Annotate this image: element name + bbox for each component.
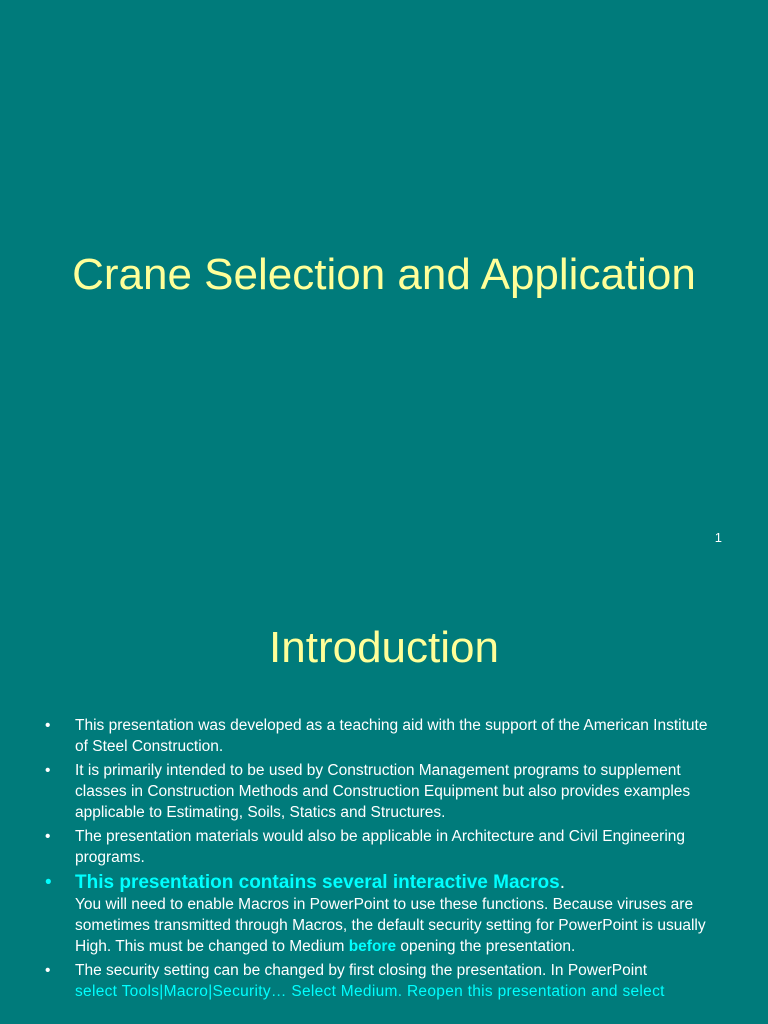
bullet-item: [0, 760, 768, 823]
instructions-text: select Tools|Macro|Security… Select Medium. Reopen this presentation and select: [75, 983, 665, 1000]
bullet-item: [0, 960, 768, 1002]
slide-title: Crane Selection and Application: [72, 250, 696, 299]
bullet-item-macros: [0, 871, 768, 957]
macros-body-text: You will need to enable Macros in PowerPoint to use these functions. Because viruses are sometimes transmitted through Macros, the default security setting for PowerPoint is usually High. This must be changed to Medium: [75, 896, 706, 955]
bullet-dot-icon: •: [45, 962, 51, 979]
macros-body-end: opening the presentation.: [396, 938, 576, 955]
bullet-item: [0, 715, 768, 757]
slide-number: 1: [714, 530, 722, 545]
macros-heading: [75, 871, 718, 894]
macros-heading-period: .: [559, 872, 565, 893]
bullet-text: It is primarily intended to be used by Construction Management programs to supplement classes in Construction Methods and Construction Equipment but also provides examples applicable to Estimating, Soils, Statics and Structures.: [75, 762, 691, 821]
before-emphasis: before: [348, 938, 397, 955]
bullet-text: The presentation materials would also be applicable in Architecture and Civil Engineering programs.: [75, 828, 686, 866]
bullet-item: [0, 826, 768, 868]
bullet-dot-icon: •: [45, 762, 51, 779]
bullet-list: [0, 715, 768, 1005]
bullet-text: The security setting can be changed by first closing the presentation. In PowerPoint: [75, 962, 648, 979]
bullet-dot-icon: •: [45, 828, 51, 845]
introduction-slide: [0, 578, 768, 1024]
macros-heading-text: This presentation contains several interactive Macros: [75, 872, 560, 893]
bullet-text: This presentation was developed as a teaching aid with the support of the American Institute of Steel Construction.: [75, 717, 708, 755]
bullet-dot-icon: •: [45, 717, 51, 734]
slide-title: Introduction: [269, 623, 499, 672]
bullet-dot-icon: •: [45, 872, 52, 893]
